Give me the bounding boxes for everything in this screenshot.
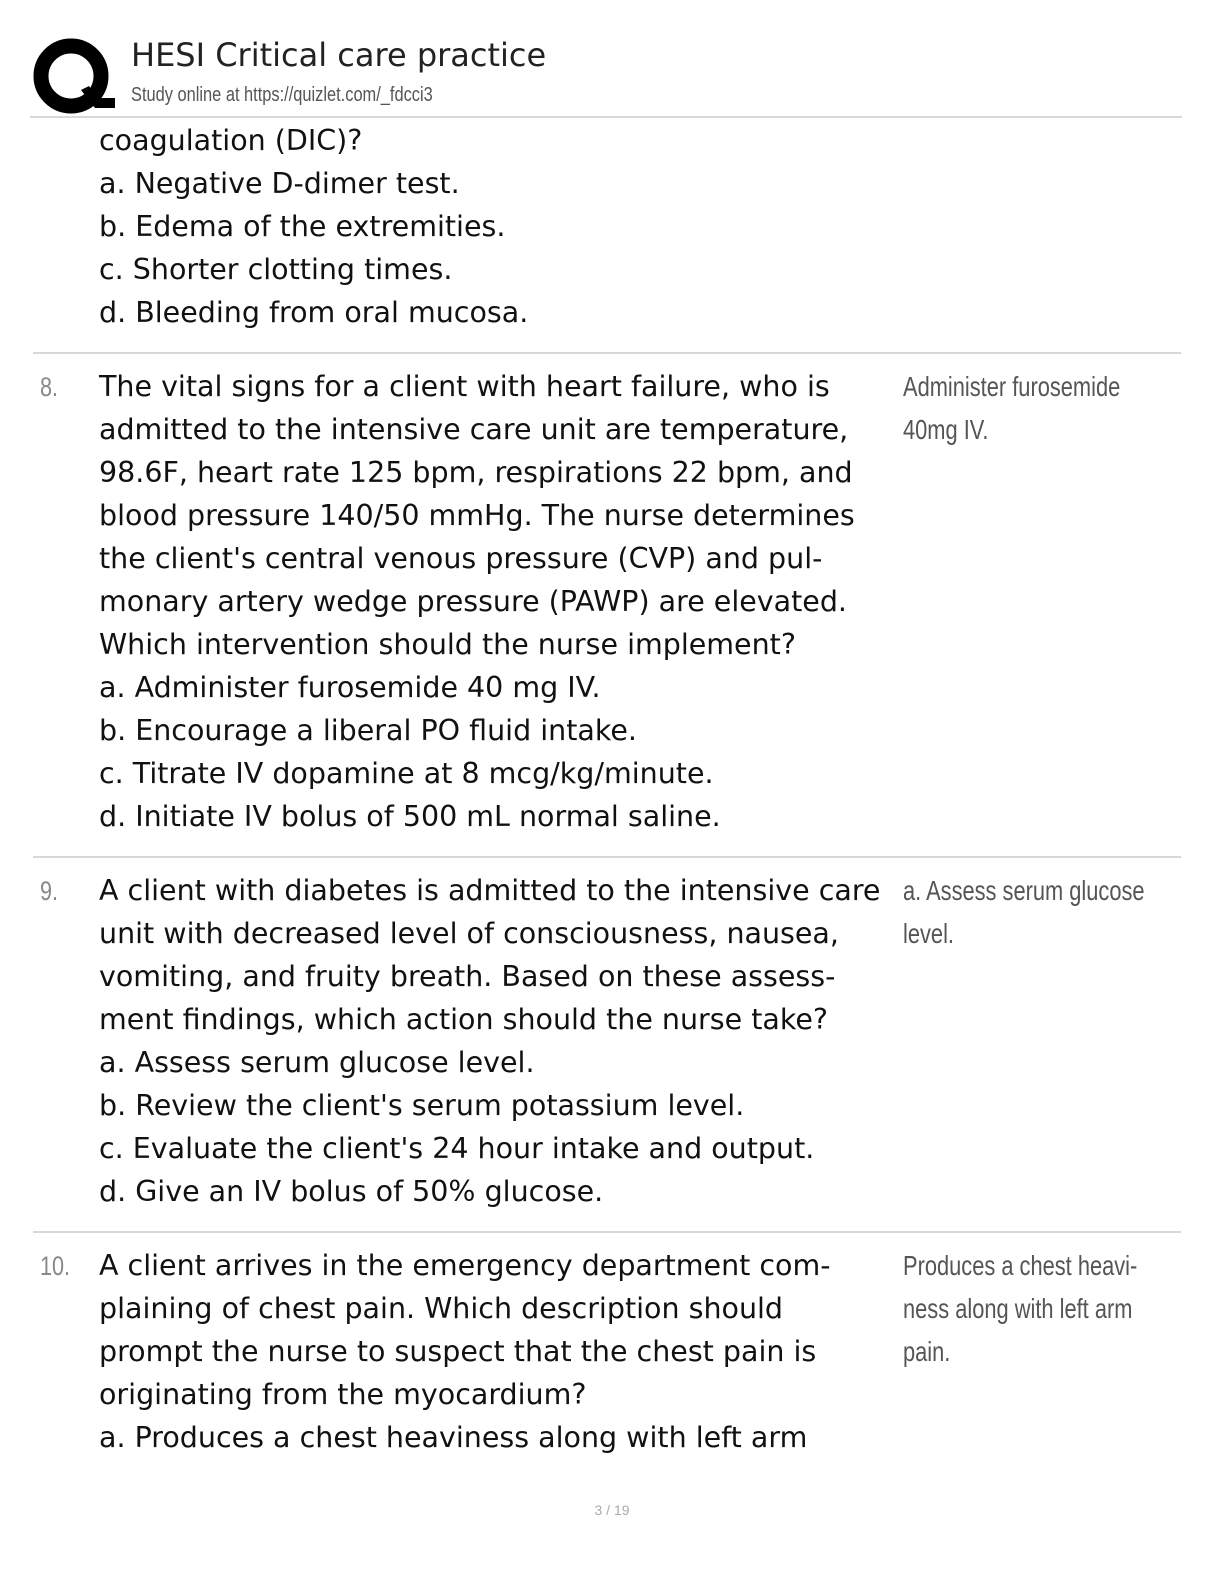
- question-line: b. Edema of the extremities.: [99, 210, 506, 243]
- card-divider: [33, 856, 1181, 858]
- question-line: d. Give an IV bolus of 50% glucose.: [99, 1175, 604, 1208]
- question-line: a. Administer furosemide 40 mg IV.: [99, 671, 601, 704]
- answer-line: level.: [903, 918, 954, 949]
- card-number: 10.: [40, 1251, 71, 1281]
- study-online-link[interactable]: Study online at https://quizlet.com/_fdcci3: [131, 84, 433, 106]
- card-number: 9.: [40, 876, 59, 906]
- answer-line: Produces a chest heavi-: [903, 1250, 1138, 1281]
- question-line: A client with diabetes is admitted to the intensive care: [99, 874, 881, 907]
- question-line: blood pressure 140/50 mmHg. The nurse determines: [99, 499, 855, 532]
- question-line: a. Negative D-dimer test.: [99, 167, 460, 200]
- question-line: prompt the nurse to suspect that the chest pain is: [99, 1335, 817, 1368]
- question-line: plaining of chest pain. Which description should: [99, 1292, 784, 1325]
- card-question: [99, 365, 899, 838]
- question-line: monary artery wedge pressure (PAWP) are elevated.: [99, 585, 847, 618]
- question-line: b. Review the client's serum potassium level.: [99, 1089, 745, 1122]
- question-line: A client arrives in the emergency department com-: [99, 1249, 831, 1282]
- card-answer: [903, 1244, 1203, 1373]
- page-header: [30, 30, 1182, 118]
- question-line: the client's central venous pressure (CVP) and pul-: [99, 542, 823, 575]
- card-answer: [903, 869, 1203, 955]
- question-line: a. Produces a chest heaviness along with left arm: [99, 1421, 808, 1454]
- question-line: vomiting, and fruity breath. Based on these assess-: [99, 960, 836, 993]
- card-answer: [903, 365, 1203, 451]
- question-line: b. Encourage a liberal PO fluid intake.: [99, 714, 637, 747]
- card-question: [99, 1244, 899, 1459]
- card-number: 8.: [40, 372, 59, 402]
- question-line: ment findings, which action should the nurse take?: [99, 1003, 828, 1036]
- question-line: The vital signs for a client with heart failure, who is: [99, 370, 830, 403]
- answer-line: 40mg IV.: [903, 414, 989, 445]
- question-line: a. Assess serum glucose level.: [99, 1046, 535, 1079]
- answer-line: pain.: [903, 1336, 951, 1367]
- quizlet-logo-icon: [33, 36, 115, 118]
- question-line: coagulation (DIC)?: [99, 124, 363, 157]
- question-line: d. Bleeding from oral mucosa.: [99, 296, 529, 329]
- question-line: c. Evaluate the client's 24 hour intake and output.: [99, 1132, 815, 1165]
- continued-question: [99, 119, 899, 334]
- question-line: Which intervention should the nurse implement?: [99, 628, 796, 661]
- answer-line: ness along with left arm: [903, 1293, 1133, 1324]
- question-line: d. Initiate IV bolus of 500 mL normal saline.: [99, 800, 721, 833]
- question-line: c. Shorter clotting times.: [99, 253, 453, 286]
- question-line: 98.6F, heart rate 125 bpm, respirations 22 bpm, and: [99, 456, 853, 489]
- answer-line: a. Assess serum glucose: [903, 875, 1145, 906]
- page-number: 3 / 19: [594, 1502, 630, 1518]
- card-question: [99, 869, 899, 1213]
- document-title: HESI Critical care practice: [131, 36, 547, 74]
- question-line: c. Titrate IV dopamine at 8 mcg/kg/minute.: [99, 757, 714, 790]
- question-line: originating from the myocardium?: [99, 1378, 587, 1411]
- card-divider: [33, 1231, 1181, 1233]
- answer-line: Administer furosemide: [903, 371, 1121, 402]
- question-line: unit with decreased level of consciousness, nausea,: [99, 917, 839, 950]
- card-divider: [33, 352, 1181, 354]
- question-line: admitted to the intensive care unit are temperature,: [99, 413, 849, 446]
